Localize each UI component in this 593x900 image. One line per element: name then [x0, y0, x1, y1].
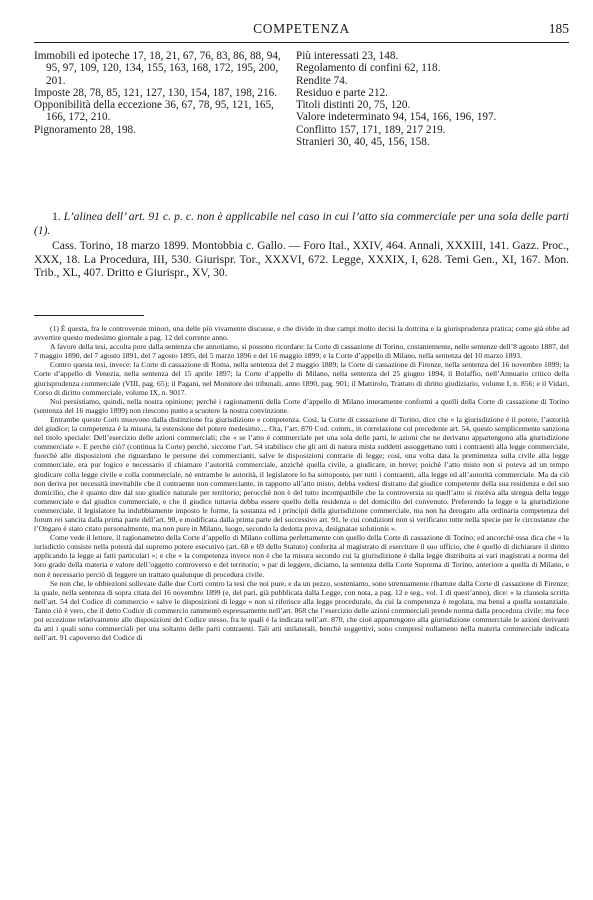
- maxim-text: L’alinea dell’ art. 91 c. p. c. non è applicabile nel caso in cui l’atto sia commerciale per una sola delle parti (1).: [34, 210, 569, 237]
- footnote-paragraph: Se non che, le obbiezioni sollevate dalle due Corti contro la tesi che noi pure, e da un pezzo, sosteniamo, sono strenuamente ribattute dalla Corte di cassazione di Firenze; la quale, nella sentenza di sopra citata del 16 novembre 1899 (e, del pari, già pubblicata dalla Legge, con nota, a pag. 12 e seg., vol. 1 di quest’anno), dice: « la clausola scritta nell’art. 54 del Codice di commercio « salve le disposizioni di legge » non si riferisce alla legge procedurale, da cui la competenza è regolata, ma bensì a quella sostanziale. Tanto ciò è vero, che il detto Codice di commercio rammentò espressamente nell’art. 868 che l’esercizio delle azioni commerciali prende norma dalla procedura civile; ma fece poi eccezione relativamente alle disposizioni del Codice stesso, fra le quali è la indicata nell’art. 870, che cioè appartengono alla giurisdizione commerciale le azioni derivanti da atti i quali sono commerciali per una soltanto delle parti contraenti. Tali atti unilaterali, benchè soggettivi, sono compresi nullameno nella materia commerciale indicata nell’art. 91 capoverso del Codice di: [34, 578, 569, 643]
- legal-maxim: [34, 210, 569, 237]
- index-entry: Conflitto 157, 171, 189, 217 219.: [296, 123, 446, 136]
- footnotes: [34, 324, 569, 642]
- index-entry: Immobili ed ipoteche 17, 18, 21, 67, 76, 83, 86, 88, 94, 95, 97, 109, 120, 134, 155, 163, 168, 172, 195, 200, 201.: [34, 50, 281, 87]
- index-entry: Residuo e parte 212.: [296, 86, 388, 99]
- footnote-paragraph: Noi persistiamo, quindi, nella nostra opinione; perchè i ragionamenti della Corte d’appello di Milano interamente conformi a quelli della Corte di cassazione di Torino (sentenza del 16 maggio 1899) non riescono punto a scuotere la nostra convinzione.: [34, 396, 569, 415]
- index-entry: Imposte 28, 78, 85, 121, 127, 130, 154, 187, 198, 216.: [34, 86, 278, 99]
- footnote-paragraph: (1) È questa, fra le controversie minori, una delle più vivamente discusse, e che divide in due campi molto decisi la dottrina e la giurisprudenza pratica; come già ebbe ad avvertire questo medesimo giornale a pag. 12 del corrente anno.: [34, 324, 569, 343]
- index-entry: Opponibilità della eccezione 36, 67, 78, 95, 121, 165, 166, 172, 210.: [34, 99, 274, 124]
- footnote-paragraph: Entrambe queste Corti muovono dalla distinzione fra giurisdizione e competenza. Così, la Corte di cassazione di Torino, dice che « la giurisdizione è il potere, l’autorità del giudice; la competenza è la misura, la estensione del potere medesimo.... Ora, l’art. 870 Cod. comm., in correlazione col precedente art. 54, questo semplicemente sanziona nel titolo speciale: Dell’esercizio delle azioni commerciali; che « se l’atto è commerciale per una sola delle parti, le azioni che ne derivano appartengono alla giurisdizione commerciale ». E perchè ciò? (continua la Corte) perchè, siccome l’art. 54 stabilisce che gli atti di natura mista suddetti assoggettano tutti i contraenti alla legge commerciale, fuorchè alle disposizioni che riguardano le persone dei commercianti, salve le disposizioni contrarie di legge; così, una volta data la preminenza sulla civile alla legge commerciale, era pur logico e necessario il chiamare l’autorità commerciale, anzichè quella civile, a giudicare, in breve; poichè l’atto misto non si poteva ad un tempo giudicare colla legge civile e colla commerciale, nè entrambe le autorità, il legislatore lo ha sottoposto, per tutti i contraenti, alla legge ed all’autorità commerciale. Ma da ciò non deriva per necessità inevitabile che il contraente non commerciante, in rapporto all’atto misto, debba vedersi distratto dal giudice competente della sua residenza e del suo domicilio, che è quanto dire dal suo giudice naturale per territorio; perocchè non è del tutto incompatibile che la controversia su quell’atto si risolva alla stregua della legge commerciale e dal giudice commerciale, e che il giudice tuttavia debba essere quello della residenza o del domicilio del convenuto. Preferendo la legge e la giurisdizione commerciale, il legislatore ha indubbiamente imposto le forme, la sostanza ed i principii della giurisdizione commerciale, ma non ha derogato alla ordinaria competenza del forum rei sancita dalla prima parte dell’art. 90, e modificata dalla prima parte del successivo art. 91, le cui condizioni non si verificano tutte nella specie per le circostanze che l’Ongaro è stato citato personalmente, ma non pure in Milano, luogo, secondo la dedotta prova, designatae solutionis ».: [34, 414, 569, 534]
- index-entry: Stranieri 30, 40, 45, 156, 158.: [296, 136, 430, 149]
- footnote-paragraph: A favore della tesi, accolta pure dalla sentenza che annotiamo, si possono ricordare: la Corte di cassazione di Torino, costantemente, nelle sentenze dell’8 agosto 1887, del 7 maggio 1890, del 7 agosto 1891, del 7 agosto 1895, del 5 marzo 1896 e del 16 maggio 1899; e la Corte d’appello di Milano, nella sentenza del 10 marzo 1893.: [34, 342, 569, 361]
- index-column-right: [296, 50, 571, 148]
- maxim-number: 1.: [52, 210, 61, 223]
- index-entry: Titoli distinti 20, 75, 120.: [296, 99, 411, 112]
- index-entry: Pignoramento 28, 198.: [34, 123, 136, 136]
- case-citation: Cass. Torino, 18 marzo 1899. Montobbia c. Gallo. — Foro Ital., XXIV, 464. Annali, XXXIII, 141. Gazz. Proc., XXX, 18. La Procedura, III, 530. Giurispr. Tor., XXXVI, 672. Legge, XXXIX, I, 628. Temi Gen., XI, 167. Mon. Trib., XL, 407. Dritto e Giurispr., XV, 30.: [34, 239, 569, 280]
- page-number: 185: [548, 21, 569, 36]
- main-text: [34, 210, 569, 280]
- footnote-paragraph: Contro questa tesi, invece: la Corte di cassazione di Roma, nella sentenza del 2 maggio 1889; la Corte di cassazione di Firenze, nella sentenza del 16 novembre 1899; la Corte d’appello di Venezia, nella sentenza del 15 aprile 1897; la Corte d’appello di Milano, nella sentenza del 25 giugno 1894, il Bolaffio, nell’Annuario critico della giurisprudenza commerciale (VIII, pag. 65); il Pagani, nel Monitore dei tribunali, anno 1890, pag. 901; il Mattirolo, Trattato di diritto giudiziario, volume I, n. 856; e il Vidari, Corso di diritto commerciale, volume IX, n. 9017.: [34, 360, 569, 397]
- index-entry: Regolamento di confini 62, 118.: [296, 62, 441, 75]
- index-entry: Valore indeterminato 94, 154, 166, 196, 197.: [296, 111, 497, 124]
- header-title: COMPETENZA: [253, 21, 350, 36]
- index-entry: Rendite 74.: [296, 74, 348, 87]
- running-header: [34, 20, 569, 43]
- footnote-paragraph: Come vede il lettore, il ragionamento della Corte d’appello di Milano collima perfettamente con quello della Corte di cassazione di Torino; ed ancorchè essa dica che « la iurisdictio consiste nella potestà dal supremo potere esecutivo (art. 68 e 69 dello Statuto) conferita al magistrato di esercitare il suo ufficio, che è quello di dichiarare il diritto applicando la legge ai fatti particolari »; e che « la competenza invece non è che la misura secondo cui la giurisdizione è dalla legge distribuita ai vari magistrati a norma del loro grado della materia e valore dell’oggetto controverso e del territorio; » par di leggere, diciamo, la sentenza della Corte Suprema di Torino, anteriore a quella di Milano, e non è necessario perciò di leggere un trattato qualunque di procedura civile.: [34, 533, 569, 579]
- index-column-left: [34, 50, 284, 136]
- footnote-rule: [34, 315, 144, 316]
- index-entry: Più interessati 23, 148.: [296, 50, 399, 62]
